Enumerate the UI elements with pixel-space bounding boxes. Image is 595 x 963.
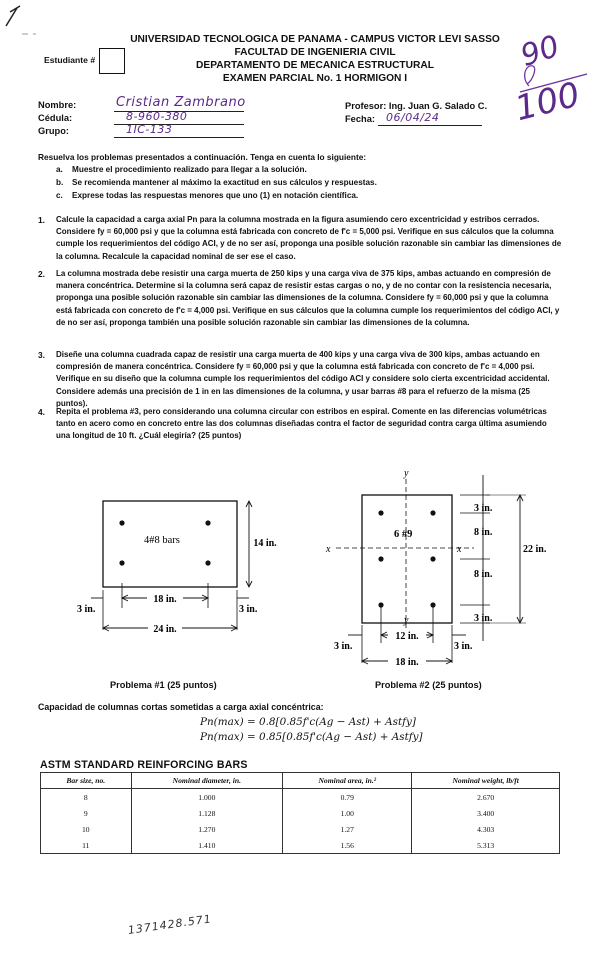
professor-label: Profesor: Ing. Juan G. Salado C. xyxy=(345,101,488,111)
left-cover-dimension: 3 in. xyxy=(77,604,96,615)
bars-label: 6 #9 xyxy=(394,529,413,540)
figure-1-diagram xyxy=(55,490,285,650)
astm-table-title: ASTM STANDARD REINFORCING BARS xyxy=(40,759,248,771)
x-axis-label-left: x xyxy=(326,544,331,555)
name-label: Nombre: xyxy=(38,100,77,110)
rebar-dot xyxy=(378,510,383,515)
problem-2 xyxy=(38,268,562,329)
table-row xyxy=(41,837,560,854)
id-label: Cédula: xyxy=(38,113,73,123)
formula-tied: Pn(max) = 0.8[0.85f'c(Ag − Ast) + Astfy] xyxy=(200,716,416,728)
date-label: Fecha: xyxy=(345,114,375,124)
table-cell: 1.00 xyxy=(283,805,412,821)
grade-score: 90 xyxy=(516,28,564,75)
table-row xyxy=(41,789,560,806)
table-cell: 10 xyxy=(41,821,132,837)
table-cell: 1.000 xyxy=(131,789,283,806)
inner-width-dimension: 18 in. xyxy=(153,594,177,605)
date-value: 06/04/24 xyxy=(386,111,440,124)
table-cell: 0.79 xyxy=(283,789,412,806)
problem-number: 1. xyxy=(38,215,45,225)
figure-2-diagram xyxy=(320,465,550,675)
rebar-dot xyxy=(430,602,435,607)
problem-text: Calcule la capacidad a carga axial Pn para la columna mostrada en la figura asumiendo cero excentricidad y estribos cerrados. Considere fy = 60,000 psi y que la columna está fabricada con concreto de f'c = 5,000 psi. Verifique en sus cálculos que la columna cumple los requerimientos del código ACI, y de no ser así, proponga una posible solución razonable sin cambiar las dimensiones de la columna. Recalcule la capacidad nominal de ser ese el caso. xyxy=(56,215,562,261)
table-row xyxy=(41,805,560,821)
column-header: Bar size, no. xyxy=(41,773,132,789)
bar-spacing-dimension: 8 in. xyxy=(474,569,493,580)
total-width-dimension: 24 in. xyxy=(153,624,177,635)
rebar-dot xyxy=(378,602,383,607)
table-cell: 5.313 xyxy=(412,837,560,854)
inner-width-dimension: 12 in. xyxy=(395,631,419,642)
rebar-dot xyxy=(205,520,210,525)
rebar-dot xyxy=(119,560,124,565)
problem-4 xyxy=(38,406,562,443)
column-header: Nominal diameter, in. xyxy=(131,773,283,789)
rebar-dot xyxy=(205,560,210,565)
table-cell: 1.128 xyxy=(131,805,283,821)
handwritten-note: 1371428.571 xyxy=(127,912,213,937)
group-value: 1IC-133 xyxy=(126,123,173,136)
table-cell: 4.303 xyxy=(412,821,560,837)
instruction-item: c. Exprese todas las respuestas menores que uno (1) en notación científica. xyxy=(56,191,359,200)
table-cell: 1.410 xyxy=(131,837,283,854)
problem-number: 2. xyxy=(38,269,45,279)
table-cell: 2.670 xyxy=(412,789,560,806)
capacity-title: Capacidad de columnas cortas sometidas a carga axial concéntrica: xyxy=(38,702,324,712)
rebar-dot xyxy=(430,556,435,561)
figure-2-caption: Problema #2 (25 puntos) xyxy=(375,680,482,690)
bars-label: 4#8 bars xyxy=(144,535,180,546)
bar-spacing-dimension: 8 in. xyxy=(474,527,493,538)
rebar-dot xyxy=(430,510,435,515)
x-axis-label-right: x xyxy=(457,544,462,555)
problem-3 xyxy=(38,349,562,410)
figure-1-caption: Problema #1 (25 puntos) xyxy=(110,680,217,690)
rebar-dot xyxy=(119,520,124,525)
formula-spiral: Pn(max) = 0.85[0.85f'c(Ag − Ast) + Astfy] xyxy=(200,731,423,743)
exam-title: EXAMEN PARCIAL No. 1 HORMIGON I xyxy=(222,73,408,84)
faculty-name: FACULTAD DE INGENIERIA CIVIL xyxy=(234,47,396,58)
department-name: DEPARTAMENTO DE MECANICA ESTRUCTURAL xyxy=(196,60,434,71)
id-value: 8-960-380 xyxy=(126,110,188,123)
problem-number: 4. xyxy=(38,407,45,417)
problem-1 xyxy=(38,214,562,263)
table-cell: 1.56 xyxy=(283,837,412,854)
table-cell: 3.400 xyxy=(412,805,560,821)
problem-text: Repita el problema #3, pero considerando una columna circular con estribos en espiral. Comente en las diferencias volumétricas tanto en acero como en concreto entre las dos columnas diseñadas contra el factor de seguridad contra carga última asumiendo una longitud de 10 ft. ¿Cuál elegiría? (25 puntos) xyxy=(56,407,547,441)
column-section-rect xyxy=(362,495,452,623)
total-width-dimension: 18 in. xyxy=(395,657,419,668)
table-cell: 1.270 xyxy=(131,821,283,837)
university-name: UNIVERSIDAD TECNOLOGICA DE PANAMA - CAMPUS VICTOR LEVI SASSO xyxy=(130,34,500,45)
bottom-cover-dimension: 3 in. xyxy=(474,613,493,624)
table-cell: 9 xyxy=(41,805,132,821)
instruction-item: b. Se recomienda mantener al máximo la exactitud en sus cálculos y respuestas. xyxy=(56,178,377,187)
astm-table xyxy=(40,772,560,854)
problem-text: Diseñe una columna cuadrada capaz de resistir una carga muerta de 400 kips y una carga viva de 300 kips, ambas actuando en compresión de manera concéntrica. Considere fy = 60,000 psi y que la columna está fabricada con concreto de f'c = 4,000 psi. Verifique en su diseño que la columna cumple los requerimientos del código ACI y considere solo cierta excentricidad accidental. Considere además una precisión de 1 in en las dimensiones de la columna, y usar barras #8 para el refuerzo de la misma (25 puntos). xyxy=(56,350,550,408)
instruction-item: a. Muestre el procedimiento realizado para llegar a la solución. xyxy=(56,165,307,174)
exam-header xyxy=(120,33,510,85)
top-cover-dimension: 3 in. xyxy=(474,503,493,514)
right-cover-dimension: 3 in. xyxy=(239,604,258,615)
table-cell: 8 xyxy=(41,789,132,806)
height-dimension: 14 in. xyxy=(253,538,277,549)
problem-number: 3. xyxy=(38,350,45,360)
grade-mark xyxy=(511,28,595,130)
grade-total: 100 xyxy=(511,74,584,130)
y-axis-label-bottom: y xyxy=(404,615,409,626)
table-header-row xyxy=(41,773,560,789)
student-number-box xyxy=(99,48,125,74)
instructions-intro: Resuelva los problemas presentados a continuación. Tenga en cuenta lo siguiente: xyxy=(38,152,367,162)
left-cover-dimension: 3 in. xyxy=(334,641,353,652)
problem-text: La columna mostrada debe resistir una carga muerta de 250 kips y una carga viva de 375 kips, ambas actuando en compresión de manera concéntrica. Determine si la columna será capaz de resistir estas cargas o no, y de no contar con la resistencia necesaria, proponga una posible solución razonable sin cambiar las dimensiones de la columna. Considere fy = 60,000 psi y que la columna está fabricada con concreto de f'c = 4,000 psi. Verifique en sus cálculos que la columna cumple los requerimientos del código ACI, y de no ser así, proponga también una posible solución razonable sin cambiar las dimensiones de la columna. xyxy=(56,269,560,327)
group-label: Grupo: xyxy=(38,126,69,136)
pen-scribble xyxy=(0,0,40,40)
right-cover-dimension: 3 in. xyxy=(454,641,473,652)
rebar-dot xyxy=(378,556,383,561)
table-cell: 1.27 xyxy=(283,821,412,837)
table-cell: 11 xyxy=(41,837,132,854)
table-row xyxy=(41,821,560,837)
y-axis-label-top: y xyxy=(404,468,409,479)
column-header: Nominal area, in.² xyxy=(283,773,412,789)
student-number-label: Estudiante # xyxy=(44,55,96,65)
column-header: Nominal weight, lb/ft xyxy=(412,773,560,789)
name-value: Cristian Zambrano xyxy=(116,95,246,110)
height-dimension: 22 in. xyxy=(523,544,547,555)
